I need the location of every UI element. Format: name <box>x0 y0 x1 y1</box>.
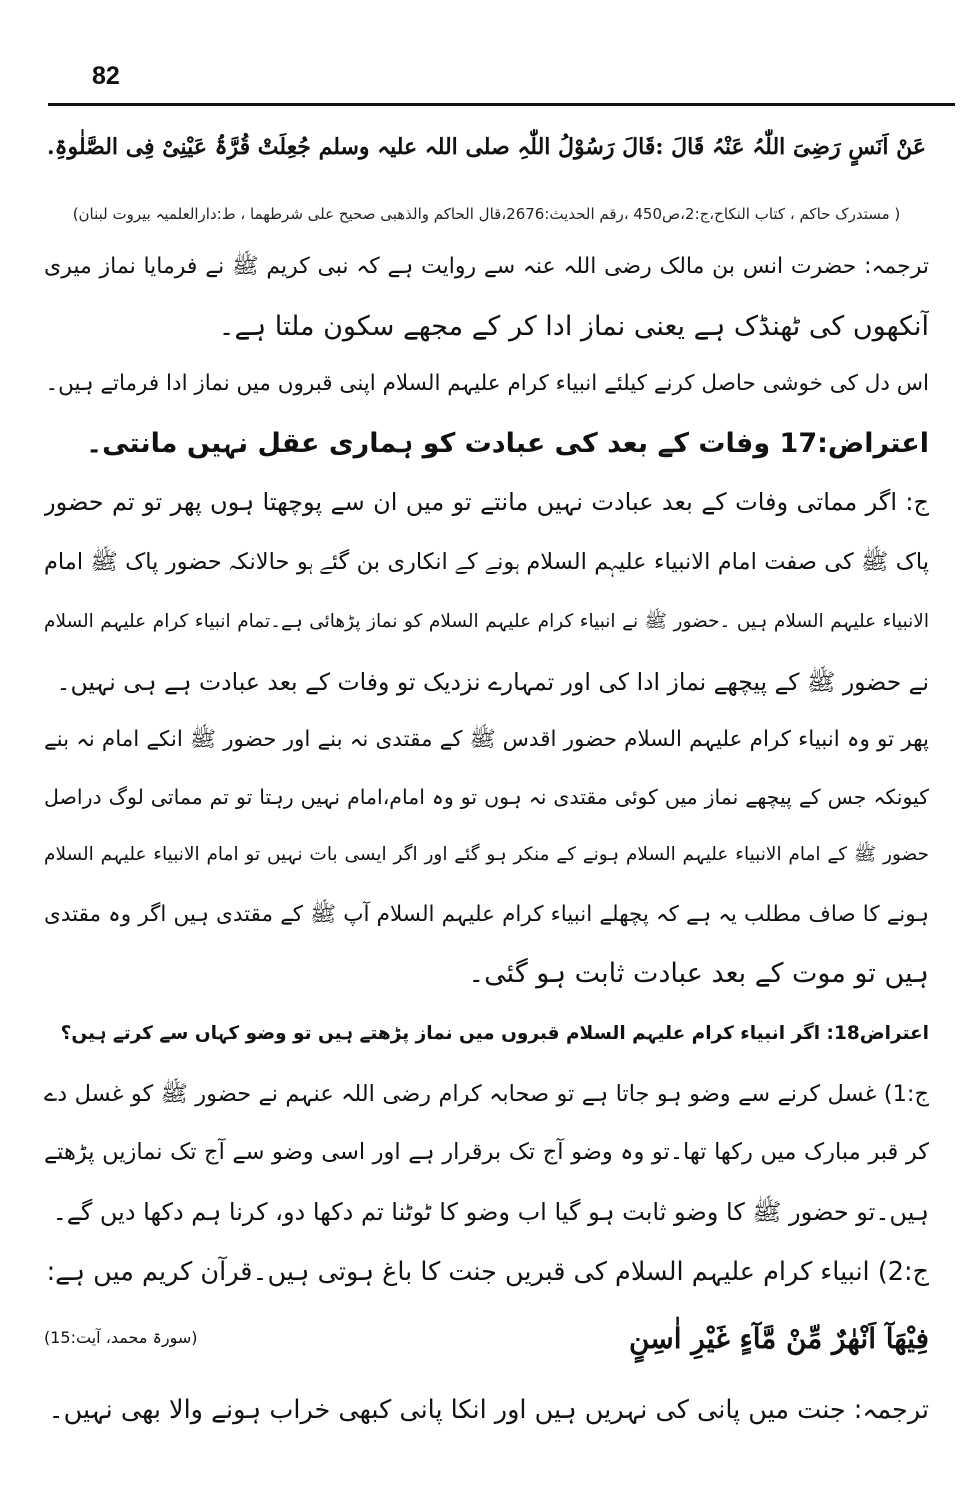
hadith-arabic: عَنْ اَنَسٍ رَضِیَ اللّٰہُ عَنْہُ قَالَ :قَالَ رَسُوْلُ اللّٰہِ صلی اللہ علیہ وسلم جُعِلَتْ قُرَّۃُ عَیْنِیْ فِی الصَّلٰوۃِ. <box>46 134 927 160</box>
verse-row <box>44 1322 929 1368</box>
body-line: اس دل کی خوشی حاصل کرنے کیلئے انبیاء کرام علیہم السلام اپنی قبروں میں نماز ادا فرماتے ہیں۔ <box>45 371 929 396</box>
hadith-reference: ( مستدرک حاکم ، کتاب النکاح،ج:2،ص450 ،رقم الحدیث:2676،قال الحاکم والذھبی صحیح علی شرطھما ، ط:دارالعلمیہ بیروت لبنان) <box>72 205 901 223</box>
translation-line: ترجمہ: جنت میں پانی کی نہریں ہیں اور انکا پانی کبھی خراب ہونے والا بھی نہیں۔ <box>48 1395 929 1425</box>
verse-arabic: فِیْھَآ اَنْھٰرٌ مِّنْ مَّآءٍ غَیْرِ اٰسِنٍ <box>628 1322 929 1355</box>
body-line: الانبیاء علیہم السلام ہیں ۔حضور ﷺ نے انبیاء کرام علیہم السلام کو نماز پڑھائی ہے۔تمام انبیاء کرام علیہم السلام <box>44 611 929 632</box>
objection-heading: اعتراض:17 وفات کے بعد کی عبادت کو ہماری عقل نہیں مانتی۔ <box>86 428 929 459</box>
body-line: ج: اگر مماتی وفات کے بعد عبادت نہیں مانتے تو میں ان سے پوچھتا ہوں پھر تو تم حضور <box>44 488 929 516</box>
body-line: ج:1) غسل کرنے سے وضو ہو جاتا ہے تو صحابہ کرام رضی اللہ عنہم نے حضور ﷺ کو غسل دے <box>44 1081 929 1107</box>
body-line: نے حضور ﷺ کے پیچھے نماز ادا کی اور تمہارے نزدیک تو وفات کے بعد عبادت ہے ہی نہیں۔ <box>56 668 929 696</box>
body-line: کر قبر مبارک میں رکھا تھا۔تو وہ وضو آج تک برقرار ہے اور اسی وضو سے آج تک نمازیں پڑھتے <box>44 1139 929 1165</box>
body-line: ہیں۔تو حضور ﷺ کا وضو ثابت ہو گیا اب وضو کا ٹوٹنا تم دکھا دو، کرنا ہم دکھا دیں گے۔ <box>52 1198 929 1226</box>
body-line: ہونے کا صاف مطلب یہ ہے کہ پچھلے انبیاء کرام علیہم السلام آپ ﷺ کے مقتدی ہیں اگر وہ مقتدی <box>44 902 929 927</box>
body-line: ترجمہ: حضرت انس بن مالک رضی اللہ عنہ سے روایت ہے کہ نبی کریم ﷺ نے فرمایا نماز میری <box>44 254 929 279</box>
body-line: آنکھوں کی ٹھنڈک ہے یعنی نماز ادا کر کے مجھے سکون ملتا ہے۔ <box>218 311 929 342</box>
verse-reference: (سورۃ محمد، آیت:15) <box>44 1328 198 1347</box>
body-line: کیونکہ جس کے پیچھے نماز میں کوئی مقتدی نہ ہوں تو وہ امام،امام نہیں رہتا تو تم مماتی لوگ دراصل <box>44 785 929 809</box>
header-rule <box>48 103 955 106</box>
body-line: ج:2) انبیاء کرام علیہم السلام کی قبریں جنت کا باغ ہوتی ہیں۔قرآن کریم میں ہے: <box>46 1257 929 1287</box>
body-line: پھر تو وہ انبیاء کرام علیہم السلام حضور اقدس ﷺ کے مقتدی نہ بنے اور حضور ﷺ انکے امام نہ بنے <box>44 727 929 752</box>
page-number: 82 <box>92 62 120 90</box>
body-line: حضور ﷺ کے امام الانبیاء علیہم السلام ہونے کے منکر ہو گئے اور اگر ایسی بات نہیں تو امام الانبیاء علیہم السلام <box>44 844 929 865</box>
objection-heading: اعتراض18: اگر انبیاء کرام علیہم السلام قبروں میں نماز پڑھتے ہیں تو وضو کہاں سے کرتے ہیں؟ <box>60 1023 929 1044</box>
body-line: ہیں تو موت کے بعد عبادت ثابت ہو گئی۔ <box>468 958 929 989</box>
body-line: پاک ﷺ کی صفت امام الانبیاء علیہم السلام ہونے کے انکاری بن گئے ہو حالانکہ حضور پاک ﷺ امام <box>44 549 929 575</box>
